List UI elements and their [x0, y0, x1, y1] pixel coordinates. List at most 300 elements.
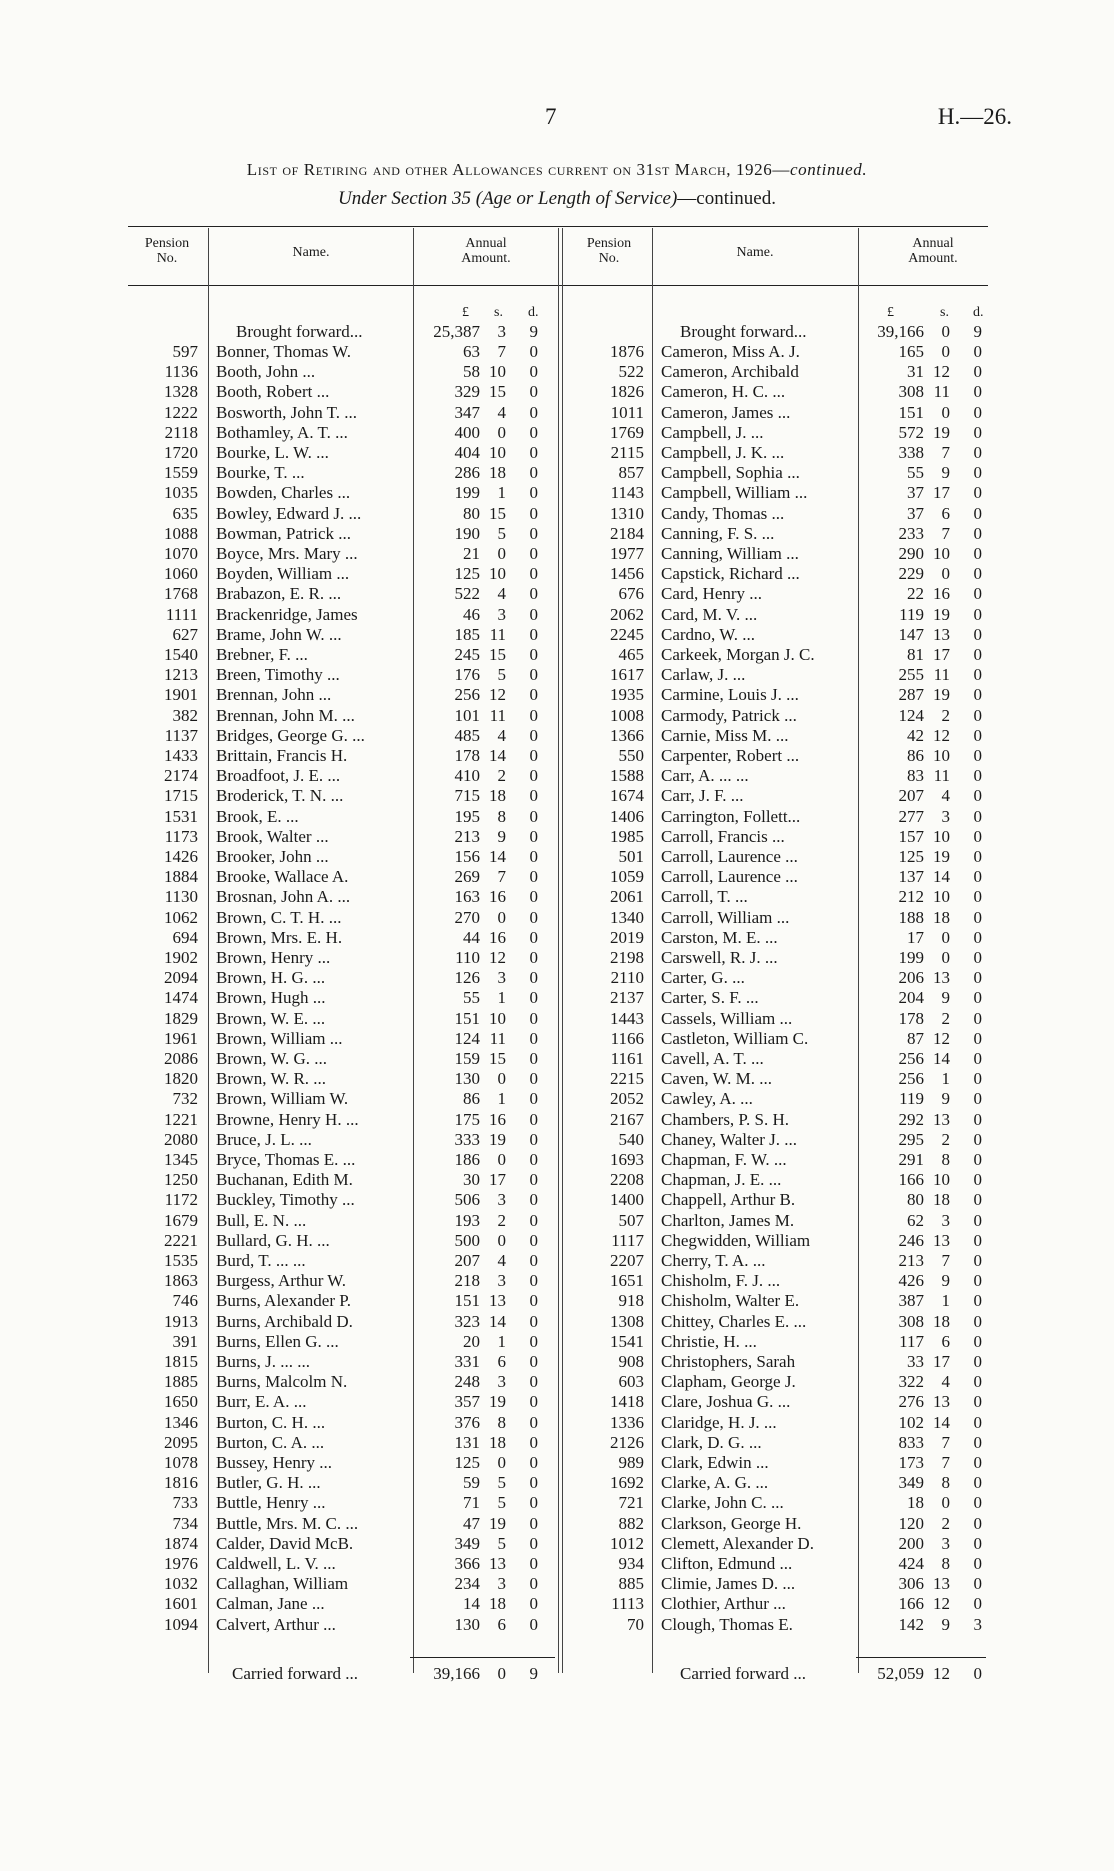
- amount-pounds: 18: [907, 1493, 924, 1513]
- amount-pence: 0: [529, 1150, 538, 1169]
- pensioner-name: Candy, Thomas ...: [661, 503, 785, 523]
- pensioner-name: Brown, W. R. ...: [216, 1069, 327, 1089]
- pensioner-name: Campbell, J. K. ...: [661, 443, 785, 462]
- amount-pounds: 86: [463, 1089, 480, 1109]
- table-row: [0, 1413, 1114, 1433]
- pension-number: 1541: [610, 1331, 644, 1351]
- amount-pounds: 119: [899, 1089, 924, 1109]
- amount-pence: 0: [973, 705, 982, 725]
- pensioner-name: Brown, Mrs. E. H.: [216, 927, 343, 947]
- amount-pounds: 47: [463, 1513, 480, 1533]
- pension-number: 989: [618, 1453, 644, 1472]
- amount-shillings: 18: [933, 1311, 950, 1331]
- pension-number: 1829: [164, 1008, 198, 1028]
- amount-pence: 0: [973, 1473, 982, 1493]
- pensioner-name: Carroll, Laurence ...: [661, 847, 798, 866]
- header-annual-amount: Annual Amount.: [461, 236, 511, 266]
- amount-shillings: 17: [933, 645, 950, 664]
- amount-shillings: 5: [497, 1493, 506, 1513]
- pensioner-name: Card, M. V. ...: [661, 604, 758, 624]
- total-rule: [856, 1657, 986, 1658]
- pensioner-name: Carkeek, Morgan J. C.: [661, 645, 815, 664]
- amount-pence: 0: [973, 1008, 982, 1028]
- amount-shillings: 18: [489, 786, 506, 806]
- amount-shillings: 13: [933, 1230, 950, 1250]
- pension-number: 1213: [164, 665, 198, 685]
- pensioner-name: Capstick, Richard ...: [661, 564, 800, 584]
- amount-pence: 0: [529, 1533, 538, 1553]
- amount-pounds: 308: [898, 382, 924, 402]
- pension-number: 2207: [610, 1251, 644, 1270]
- amount-shillings: 0: [497, 1069, 506, 1089]
- amount-pounds: 199: [454, 483, 480, 503]
- pensioner-name: Bourke, L. W. ...: [216, 443, 329, 462]
- table-row: [0, 1009, 1114, 1029]
- amount-pence: 0: [973, 1412, 982, 1432]
- table-row: [0, 1110, 1114, 1130]
- table-row: [0, 968, 1114, 988]
- amount-pounds: 131: [454, 1432, 480, 1452]
- pensioner-name: Campbell, William ...: [661, 483, 808, 503]
- pensioner-name: Campbell, J. ...: [661, 422, 764, 442]
- amount-shillings: 0: [497, 544, 506, 563]
- amount-pounds: 86: [907, 746, 924, 765]
- amount-shillings: 19: [933, 604, 950, 624]
- amount-pounds: 117: [899, 1331, 924, 1351]
- amount-pounds: 291: [898, 1150, 924, 1169]
- amount-shillings: 15: [489, 645, 506, 664]
- table-row: [0, 786, 1114, 806]
- pensioner-name: Burns, Malcolm N.: [216, 1372, 348, 1392]
- table-row: [0, 443, 1114, 463]
- amount-pounds: 424: [898, 1554, 924, 1573]
- amount-pounds: 42: [907, 725, 924, 745]
- amount-pence: 0: [529, 1190, 538, 1210]
- pension-number: 635: [172, 503, 198, 523]
- amount-pence: 0: [529, 847, 538, 866]
- table-row: [0, 1190, 1114, 1210]
- table-row: [0, 362, 1114, 382]
- amount-pence: 0: [529, 624, 538, 644]
- pension-number: 2052: [610, 1089, 644, 1109]
- amount-pence: 0: [973, 887, 982, 907]
- amount-pounds: 126: [454, 968, 480, 988]
- amount-pence: 0: [529, 927, 538, 947]
- pension-number: 501: [618, 847, 644, 866]
- amount-pounds: 55: [463, 988, 480, 1008]
- pension-number: 70: [627, 1614, 644, 1634]
- pensioner-name: Caven, W. M. ...: [661, 1069, 772, 1089]
- amount-pounds: 62: [907, 1210, 924, 1230]
- amount-pounds: 387: [898, 1291, 924, 1311]
- amount-shillings: 14: [489, 847, 506, 866]
- amount-shillings: 7: [941, 443, 950, 462]
- pension-number: 1820: [164, 1069, 198, 1089]
- pensioner-name: Brown, H. G. ...: [216, 968, 326, 988]
- pensioner-name: Burns, Ellen G. ...: [216, 1331, 339, 1351]
- table-row: [0, 746, 1114, 766]
- amount-shillings: 11: [489, 624, 506, 644]
- brought-forward-pounds: 25,387: [433, 322, 480, 341]
- table-row: [0, 1069, 1114, 1089]
- amount-pence: 0: [973, 968, 982, 988]
- pensioner-name: Clothier, Arthur ...: [661, 1594, 786, 1614]
- amount-pence: 0: [529, 1594, 538, 1614]
- amount-pounds: 500: [454, 1230, 480, 1250]
- pension-number: 746: [172, 1291, 198, 1311]
- amount-pounds: 338: [898, 443, 924, 462]
- amount-shillings: 1: [941, 1291, 950, 1311]
- amount-shillings: 6: [941, 1331, 950, 1351]
- amount-pence: 0: [529, 483, 538, 503]
- pensioner-name: Brooke, Wallace A.: [216, 867, 349, 887]
- pensioner-name: Carroll, Francis ...: [661, 826, 785, 846]
- amount-pounds: 173: [898, 1453, 924, 1472]
- pensioner-name: Carroll, T. ...: [661, 887, 748, 907]
- pension-number: 2174: [164, 766, 198, 786]
- amount-shillings: 11: [933, 382, 950, 402]
- amount-shillings: 18: [489, 463, 506, 483]
- pension-number: 1902: [164, 948, 198, 967]
- amount-pence: 0: [529, 1210, 538, 1230]
- pension-number: 1094: [164, 1614, 198, 1634]
- pension-number: 1406: [610, 806, 644, 826]
- pensioner-name: Burton, C. H. ...: [216, 1412, 326, 1432]
- amount-shillings: 13: [933, 968, 950, 988]
- pensioner-name: Brown, W. G. ...: [216, 1049, 327, 1068]
- table-row: [0, 1332, 1114, 1352]
- pensioner-name: Brabazon, E. R. ...: [216, 584, 342, 604]
- carried-forward-pence: 0: [973, 1664, 982, 1683]
- table-row: [0, 1049, 1114, 1069]
- pension-number: 1078: [164, 1453, 198, 1472]
- amount-shillings: 16: [933, 584, 950, 604]
- table-row: [0, 1312, 1114, 1332]
- table-row: [0, 665, 1114, 685]
- amount-pounds: 206: [898, 968, 924, 988]
- amount-pounds: 63: [463, 342, 480, 361]
- pension-number: 1250: [164, 1170, 198, 1190]
- amount-pounds: 410: [454, 766, 480, 786]
- amount-pence: 0: [529, 1271, 538, 1291]
- pensioner-name: Butler, G. H. ...: [216, 1473, 321, 1493]
- pension-number: 721: [618, 1493, 644, 1513]
- pension-number: 1060: [164, 564, 198, 584]
- table-row: [0, 867, 1114, 887]
- amount-pounds: 715: [454, 786, 480, 806]
- pension-number: 1651: [610, 1271, 644, 1291]
- amount-shillings: 17: [489, 1170, 506, 1190]
- pensioner-name: Carroll, William ...: [661, 907, 790, 927]
- pensioner-name: Chambers, P. S. H.: [661, 1109, 789, 1129]
- amount-shillings: 0: [941, 402, 950, 422]
- table-row: [0, 463, 1114, 483]
- table-row: [0, 1392, 1114, 1412]
- amount-pence: 0: [529, 1412, 538, 1432]
- amount-pounds: 151: [454, 1008, 480, 1028]
- unit-shillings: s.: [494, 305, 503, 320]
- amount-pounds: 37: [907, 483, 924, 503]
- amount-shillings: 15: [489, 1049, 506, 1068]
- pensioner-name: Burns, J. ... ...: [216, 1352, 310, 1371]
- amount-shillings: 1: [941, 1069, 950, 1089]
- amount-pounds: 58: [463, 362, 480, 382]
- amount-pence: 0: [973, 1392, 982, 1412]
- unit-shillings: s.: [940, 305, 949, 320]
- pension-number: 1012: [610, 1533, 644, 1553]
- pension-number: 1863: [164, 1271, 198, 1291]
- amount-pounds: 277: [898, 806, 924, 826]
- table-row: [0, 342, 1114, 362]
- pensioner-name: Chittey, Charles E. ...: [661, 1311, 807, 1331]
- pensioner-name: Carmine, Louis J. ...: [661, 685, 799, 705]
- amount-pounds: 269: [454, 867, 480, 887]
- amount-pence: 0: [529, 645, 538, 664]
- pensioner-name: Card, Henry ...: [661, 584, 763, 604]
- table-row: [0, 726, 1114, 746]
- pensioner-name: Burns, Archibald D.: [216, 1311, 353, 1331]
- amount-shillings: 15: [489, 382, 506, 402]
- amount-pounds: 333: [454, 1129, 480, 1149]
- pensioner-name: Brown, Hugh ...: [216, 988, 326, 1008]
- pension-number: 1674: [610, 786, 644, 806]
- amount-pounds: 166: [898, 1594, 924, 1614]
- amount-shillings: 19: [489, 1392, 506, 1412]
- amount-pence: 0: [529, 725, 538, 745]
- pension-number: 603: [618, 1372, 644, 1392]
- amount-pence: 0: [529, 604, 538, 624]
- amount-pence: 0: [529, 1574, 538, 1594]
- amount-shillings: 0: [941, 564, 950, 584]
- amount-shillings: 4: [497, 725, 506, 745]
- pension-number: 1032: [164, 1574, 198, 1594]
- table-row: [0, 1433, 1114, 1453]
- pension-number: 1456: [610, 564, 644, 584]
- table-row: [0, 1170, 1114, 1190]
- unit-pence: d.: [528, 305, 539, 320]
- unit-pence: d.: [973, 305, 984, 320]
- header-name: Name.: [736, 245, 774, 260]
- amount-shillings: 0: [497, 1230, 506, 1250]
- amount-shillings: 10: [489, 564, 506, 584]
- pension-number: 1426: [164, 847, 198, 866]
- amount-pounds: 256: [454, 685, 480, 705]
- amount-shillings: 9: [497, 826, 506, 846]
- pensioner-name: Carter, S. F. ...: [661, 988, 759, 1008]
- table-row: [0, 1594, 1114, 1614]
- amount-shillings: 11: [933, 665, 950, 685]
- pensioner-name: Chappell, Arthur B.: [661, 1190, 796, 1210]
- pensioner-name: Boyden, William ...: [216, 564, 350, 584]
- amount-pence: 0: [973, 1331, 982, 1351]
- amount-pence: 0: [529, 948, 538, 967]
- amount-pence: 0: [529, 887, 538, 907]
- amount-pence: 0: [973, 463, 982, 483]
- table-row: [0, 625, 1114, 645]
- amount-pence: 0: [529, 564, 538, 584]
- table-row: [0, 685, 1114, 705]
- pension-number: 1059: [610, 867, 644, 887]
- table-row: [0, 605, 1114, 625]
- table-row: [0, 1473, 1114, 1493]
- pension-number: 1336: [610, 1412, 644, 1432]
- amount-pence: 0: [529, 1129, 538, 1149]
- amount-shillings: 3: [497, 604, 506, 624]
- amount-pence: 0: [529, 1331, 538, 1351]
- amount-shillings: 6: [497, 1352, 506, 1371]
- pension-number: 1113: [611, 1594, 644, 1614]
- brought-forward-pounds: 39,166: [877, 322, 924, 341]
- brought-forward-pence: 9: [973, 322, 982, 341]
- amount-pence: 0: [529, 1352, 538, 1371]
- pension-number: 2110: [610, 968, 644, 988]
- pensioner-name: Bowley, Edward J. ...: [216, 503, 362, 523]
- unit-pounds: £: [462, 305, 469, 320]
- pensioner-name: Canning, William ...: [661, 544, 799, 563]
- pension-number: 1130: [164, 887, 198, 907]
- amount-shillings: 16: [489, 887, 506, 907]
- amount-shillings: 10: [933, 544, 950, 563]
- pensioner-name: Brennan, John ...: [216, 685, 332, 705]
- carried-forward-pence: 9: [529, 1664, 538, 1683]
- table-row: [0, 807, 1114, 827]
- amount-pence: 0: [973, 422, 982, 442]
- pensioner-name: Carston, M. E. ...: [661, 927, 778, 947]
- pensioner-name: Christophers, Sarah: [661, 1352, 796, 1371]
- amount-shillings: 19: [489, 1129, 506, 1149]
- table-row: [0, 1130, 1114, 1150]
- amount-shillings: 17: [933, 1352, 950, 1371]
- pensioner-name: Chisholm, Walter E.: [661, 1291, 800, 1311]
- amount-shillings: 8: [941, 1150, 950, 1169]
- table-row: [0, 483, 1114, 503]
- amount-pounds: 200: [898, 1533, 924, 1553]
- amount-pence: 0: [973, 1513, 982, 1533]
- amount-shillings: 13: [489, 1291, 506, 1311]
- pensioner-name: Cameron, Miss A. J.: [661, 342, 800, 361]
- pensioner-name: Cassels, William ...: [661, 1008, 793, 1028]
- amount-pence: 0: [973, 584, 982, 604]
- amount-shillings: 2: [941, 705, 950, 725]
- amount-shillings: 13: [489, 1554, 506, 1573]
- amount-pence: 0: [529, 1513, 538, 1533]
- amount-shillings: 7: [497, 867, 506, 887]
- amount-shillings: 3: [497, 1574, 506, 1594]
- amount-pounds: 156: [454, 847, 480, 866]
- page-subtitle: [0, 188, 1114, 210]
- pension-number: 1559: [164, 463, 198, 483]
- amount-pence: 0: [973, 1291, 982, 1311]
- amount-pounds: 137: [898, 867, 924, 887]
- pension-number: 1308: [610, 1311, 644, 1331]
- amount-shillings: 1: [497, 988, 506, 1008]
- amount-shillings: 1: [497, 483, 506, 503]
- amount-pounds: 207: [898, 786, 924, 806]
- pensioner-name: Carroll, Laurence ...: [661, 867, 798, 887]
- amount-pounds: 119: [899, 604, 924, 624]
- amount-pounds: 256: [898, 1049, 924, 1068]
- pension-number: 1310: [610, 503, 644, 523]
- pension-number: 1977: [610, 544, 644, 563]
- pensioner-name: Bowden, Charles ...: [216, 483, 351, 503]
- amount-pence: 0: [529, 705, 538, 725]
- amount-shillings: 3: [497, 1190, 506, 1210]
- pension-number: 2094: [164, 968, 198, 988]
- table-top-rule: [128, 226, 988, 227]
- amount-pounds: 833: [898, 1432, 924, 1452]
- amount-pence: 0: [529, 382, 538, 402]
- table-row: [0, 524, 1114, 544]
- pensioner-name: Bridges, George G. ...: [216, 725, 365, 745]
- amount-pence: 0: [529, 1251, 538, 1270]
- amount-pence: 0: [973, 624, 982, 644]
- amount-pence: 0: [973, 382, 982, 402]
- pensioner-name: Clarke, A. G. ...: [661, 1473, 769, 1493]
- pension-number: 1035: [164, 483, 198, 503]
- table-row: [0, 1089, 1114, 1109]
- amount-pence: 0: [973, 402, 982, 422]
- pension-number: 1692: [610, 1473, 644, 1493]
- amount-pounds: 331: [454, 1352, 480, 1371]
- amount-pounds: 21: [463, 544, 480, 563]
- pension-number: 507: [618, 1210, 644, 1230]
- amount-pounds: 81: [907, 645, 924, 664]
- amount-pounds: 233: [898, 523, 924, 543]
- amount-pence: 0: [529, 1008, 538, 1028]
- amount-pence: 0: [973, 766, 982, 786]
- amount-pence: 0: [529, 1028, 538, 1048]
- pensioner-name: Broderick, T. N. ...: [216, 786, 344, 806]
- pensioner-name: Cameron, Archibald: [661, 362, 799, 382]
- amount-pence: 0: [973, 564, 982, 584]
- pension-number: 1816: [164, 1473, 198, 1493]
- amount-shillings: 8: [497, 806, 506, 826]
- amount-pence: 0: [973, 988, 982, 1008]
- table-row: [0, 1352, 1114, 1372]
- amount-pence: 0: [529, 826, 538, 846]
- pensioner-name: Bonner, Thomas W.: [216, 342, 352, 361]
- pensioner-name: Brackenridge, James: [216, 604, 358, 624]
- amount-pence: 0: [529, 1049, 538, 1068]
- amount-pounds: 357: [454, 1392, 480, 1412]
- amount-shillings: 3: [497, 1372, 506, 1392]
- table-row: [0, 564, 1114, 584]
- pensioner-name: Carswell, R. J. ...: [661, 948, 778, 967]
- amount-shillings: 10: [933, 887, 950, 907]
- amount-shillings: 19: [933, 847, 950, 866]
- table-row: [0, 1453, 1114, 1473]
- pension-number: 1070: [164, 544, 198, 563]
- pensioner-name: Canning, F. S. ...: [661, 523, 775, 543]
- pension-number: 391: [172, 1331, 198, 1351]
- amount-pounds: 31: [907, 362, 924, 382]
- amount-pence: 0: [973, 1574, 982, 1594]
- brought-forward-row: [0, 322, 1114, 342]
- amount-shillings: 7: [497, 342, 506, 361]
- pension-number: 1143: [610, 483, 644, 503]
- amount-pounds: 44: [463, 927, 480, 947]
- table-row: [0, 948, 1114, 968]
- amount-pence: 0: [529, 1311, 538, 1331]
- table-row: [0, 766, 1114, 786]
- pension-number: 2208: [610, 1170, 644, 1190]
- amount-shillings: 4: [497, 584, 506, 604]
- amount-shillings: 11: [933, 766, 950, 786]
- pension-number: 1531: [164, 806, 198, 826]
- amount-pence: 0: [973, 826, 982, 846]
- table-row: [0, 847, 1114, 867]
- amount-pounds: 195: [454, 806, 480, 826]
